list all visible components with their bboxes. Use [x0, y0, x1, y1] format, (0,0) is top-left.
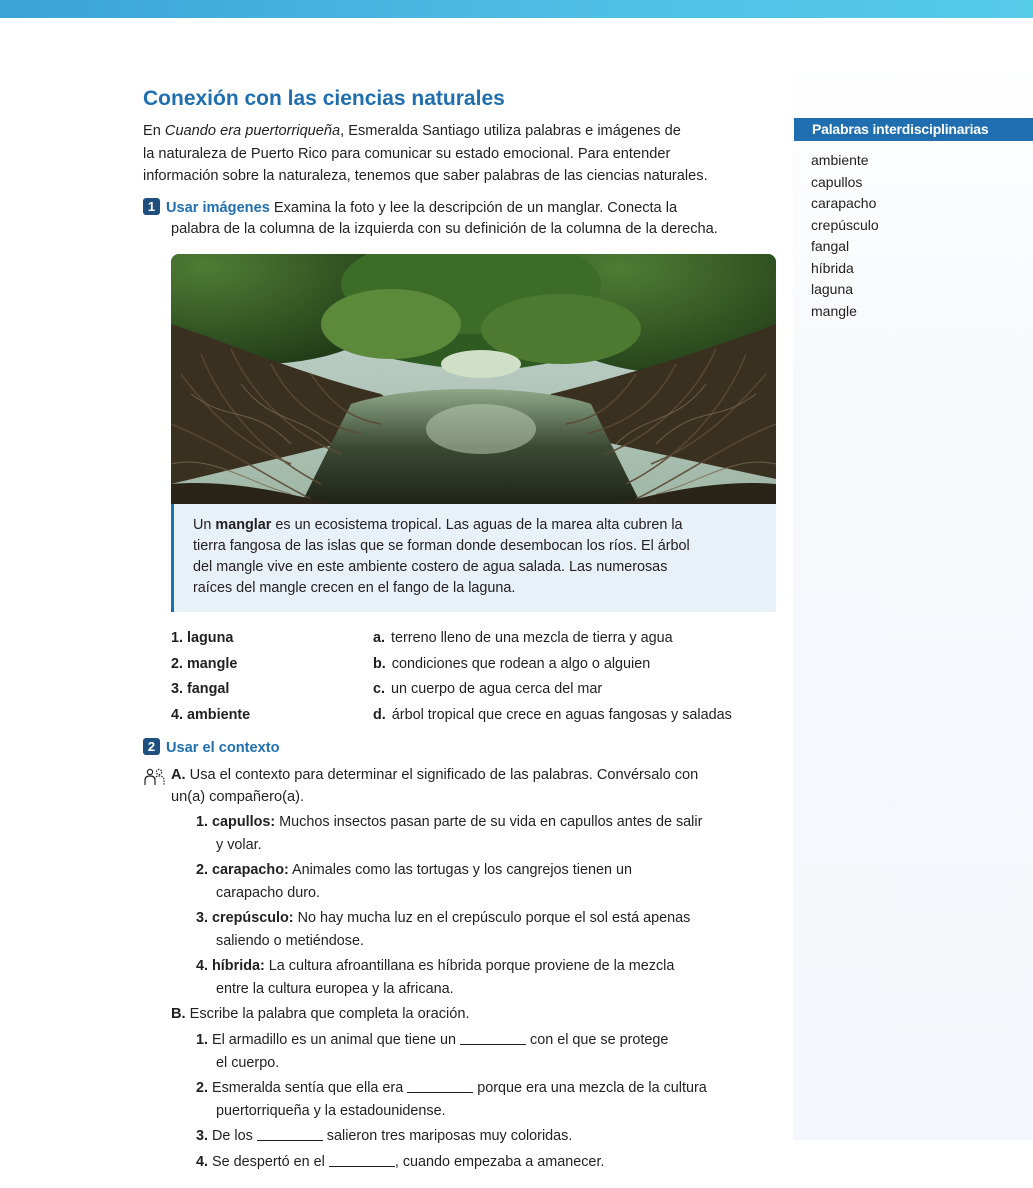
item-word: capullos:: [212, 814, 276, 830]
item-text: Esmeralda sentía que ella era: [208, 1080, 408, 1096]
matching-definition: [373, 704, 732, 726]
part-a-item: [196, 955, 786, 1001]
fill-blank[interactable]: [257, 1128, 323, 1141]
intro-paragraph: [143, 120, 773, 188]
part-a-instructions: [171, 764, 791, 808]
definition-text: un cuerpo de agua cerca del mar: [391, 681, 603, 697]
item-text: porque era una mezcla de la cultura: [473, 1080, 707, 1096]
part-letter: A.: [171, 767, 186, 783]
intro-text: información sobre la naturaleza, tenemos que saber palabras de las ciencias naturales.: [143, 168, 708, 184]
caption-text: Un: [193, 517, 216, 533]
part-a-item: [196, 811, 786, 857]
item-word: híbrida:: [212, 958, 265, 974]
sidebar-word: laguna: [811, 281, 854, 297]
section-2-heading: Usar el contexto: [166, 740, 280, 756]
definition-text: árbol tropical que crece en aguas fangosas y saladas: [391, 706, 732, 723]
section-1-instructions: [143, 198, 783, 240]
fill-blank[interactable]: [407, 1080, 473, 1093]
sidebar-word: híbrida: [811, 259, 854, 276]
item-text: puertorriqueña y la estadounidense.: [216, 1103, 446, 1119]
item-text: el cuerpo.: [216, 1055, 280, 1071]
matching-term: 3. fangal: [171, 681, 230, 697]
definition-text: condiciones que rodean a algo o alguien: [391, 655, 651, 672]
matching-term: 4. ambiente: [171, 706, 251, 723]
caption-text: raíces del mangle crecen en el fango de la laguna.: [193, 580, 516, 596]
intro-text: , Esmeralda Santiago utiliza palabras e imágenes de: [340, 123, 681, 139]
definition-letter: c.: [373, 681, 386, 697]
part-a-text: Usa el contexto para determinar el significado de las palabras. Convérsalo con: [185, 767, 699, 783]
part-b-instructions: [171, 1003, 781, 1026]
item-word: crepúsculo:: [212, 910, 294, 926]
item-number: 2.: [196, 862, 209, 878]
part-b-item: [196, 1151, 786, 1174]
matching-term: 2. mangle: [171, 655, 238, 672]
sidebar-word-list: [811, 150, 879, 322]
sidebar-heading: Palabras interdisciplinarias: [794, 118, 1033, 141]
section-2-heading-row: [143, 738, 280, 756]
fill-blank[interactable]: [460, 1032, 526, 1045]
item-word: carapacho:: [212, 862, 289, 878]
intro-text: la naturaleza de Puerto Rico para comunicar su estado emocional. Para entender: [143, 145, 671, 162]
matching-exercise: [171, 627, 781, 729]
definition-text: terreno lleno de una mezcla de tierra y agua: [391, 630, 673, 646]
item-number: 3.: [196, 1128, 209, 1144]
top-color-bar: [0, 0, 1033, 18]
item-text: No hay mucha luz en el crepúsculo porque el sol está apenas: [293, 910, 691, 926]
sidebar-word: ambiente: [811, 152, 869, 168]
item-text: saliendo o metiéndose.: [216, 933, 365, 949]
caption-term: manglar: [215, 517, 272, 533]
book-title: Cuando era puertorriqueña: [164, 123, 341, 139]
matching-row: [171, 678, 781, 704]
mangrove-photo: [171, 254, 776, 504]
part-b-text: Escribe la palabra que completa la oración.: [185, 1006, 470, 1022]
item-text: El armadillo es un animal que tiene un: [208, 1032, 460, 1048]
section-1-text: palabra de la columna de la izquierda con su definición de la columna de la derecha.: [171, 221, 718, 237]
item-text: La cultura afroantillana es híbrida porque proviene de la mezcla: [264, 958, 675, 974]
matching-row: [171, 704, 781, 730]
definition-letter: a.: [373, 630, 386, 646]
part-b-item: [196, 1125, 786, 1148]
item-number: 4.: [196, 1154, 209, 1170]
photo-caption: [171, 504, 776, 612]
matching-term: 1. laguna: [171, 630, 234, 646]
item-text: y volar.: [216, 837, 262, 853]
page-title: Conexión con las ciencias naturales: [143, 87, 505, 110]
part-b-item: [196, 1077, 786, 1123]
item-text: Se despertó en el: [208, 1154, 329, 1170]
item-number: 2.: [196, 1080, 209, 1096]
item-number: 3.: [196, 910, 209, 926]
item-text: Animales como las tortugas y los cangrejos tienen un: [288, 862, 632, 878]
caption-text: es un ecosistema tropical. Las aguas de la marea alta cubren la: [271, 517, 683, 533]
caption-text: del mangle vive en este ambiente costero de agua salada. Las numerosas: [193, 559, 668, 575]
matching-row: [171, 653, 781, 679]
part-b-item: [196, 1029, 786, 1075]
sidebar-word: fangal: [811, 238, 850, 254]
part-letter: B.: [171, 1006, 186, 1022]
matching-definition: [373, 653, 650, 675]
item-text: carapacho duro.: [216, 885, 321, 901]
sidebar-word: crepúsculo: [811, 216, 879, 233]
item-text: Muchos insectos pasan parte de su vida en capullos antes de salir: [275, 814, 703, 830]
sidebar-word: capullos: [811, 173, 863, 190]
section-1-heading: Usar imágenes: [166, 200, 270, 216]
part-a-text: un(a) compañero(a).: [171, 789, 305, 805]
section-number-badge: 2: [143, 738, 160, 755]
section-number-badge: 1: [143, 198, 160, 215]
item-text: De los: [208, 1128, 257, 1144]
fill-blank[interactable]: [329, 1154, 395, 1167]
caption-text: tierra fangosa de las islas que se forman donde desembocan los ríos. El árbol: [193, 538, 690, 554]
matching-row: [171, 627, 781, 653]
item-text: salieron tres mariposas muy coloridas.: [322, 1128, 573, 1144]
partner-icon: [143, 767, 167, 787]
item-number: 1.: [196, 1032, 209, 1048]
item-text: con el que se protege: [526, 1032, 669, 1048]
sidebar-word: mangle: [811, 302, 857, 319]
item-number: 1.: [196, 814, 209, 830]
part-a-item: [196, 859, 786, 905]
section-1-text: Examina la foto y lee la descripción de un manglar. Conecta la: [269, 200, 678, 216]
matching-definition: [373, 627, 673, 649]
definition-letter: b.: [373, 655, 386, 672]
item-number: 4.: [196, 958, 209, 974]
part-a-item: [196, 907, 786, 953]
item-text: entre la cultura europea y la africana.: [216, 981, 454, 997]
item-text: , cuando empezaba a amanecer.: [394, 1154, 605, 1170]
definition-letter: d.: [373, 706, 386, 723]
matching-definition: [373, 678, 602, 700]
sidebar-word: carapacho: [811, 195, 877, 211]
intro-text: En: [143, 123, 165, 139]
